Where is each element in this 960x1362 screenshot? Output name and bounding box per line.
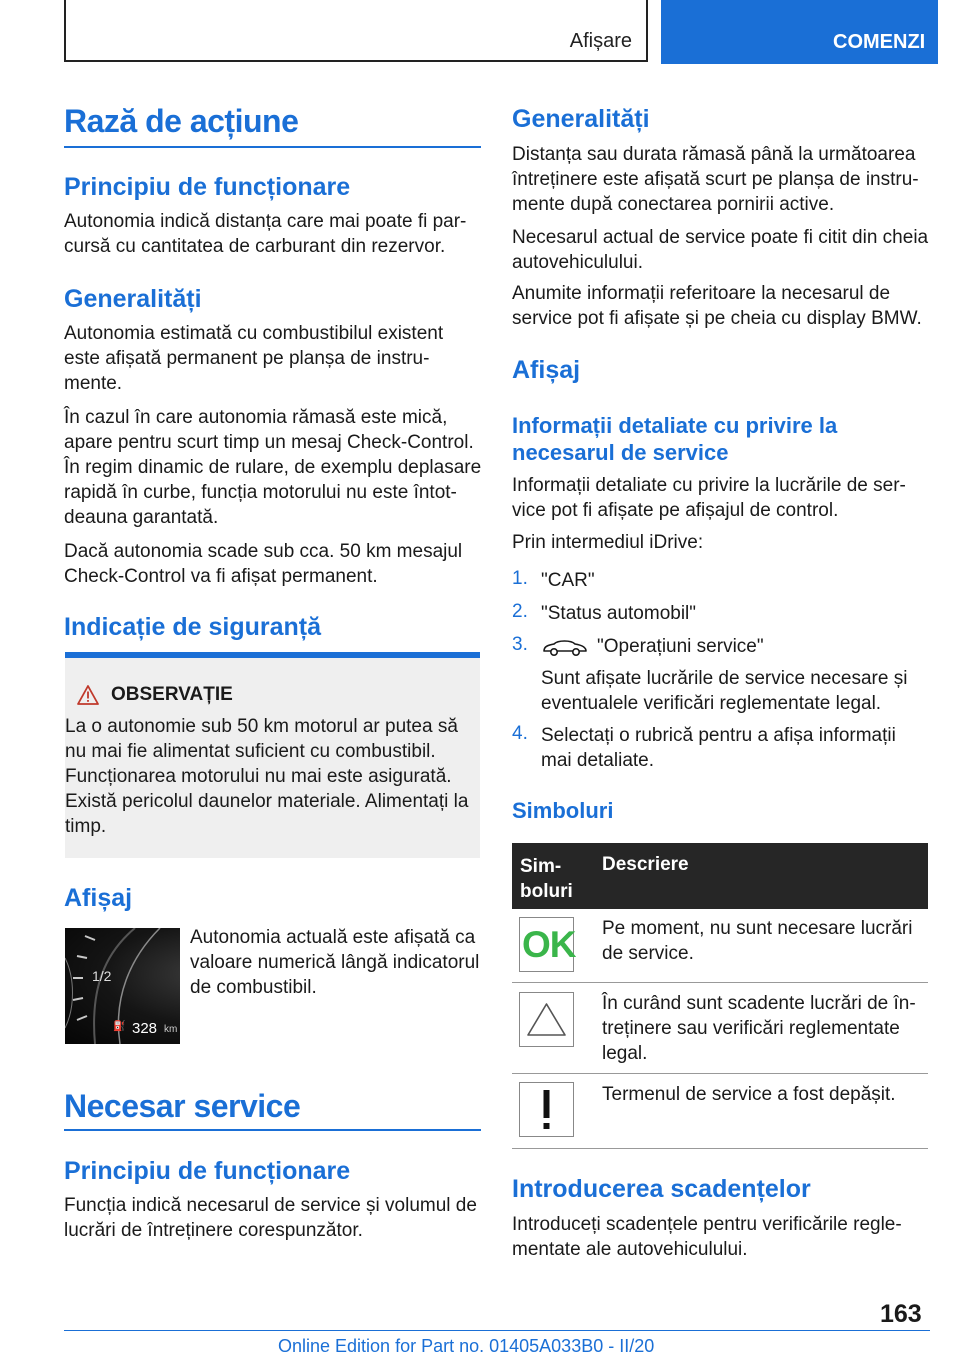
heading-service: Necesar service (64, 1088, 301, 1124)
paragraph-display-left: Autonomia actuală este afișată ca valoare numerică lângă indicatorul de combustibil. (190, 927, 480, 998)
header-section-label: Afișare (569, 30, 632, 52)
heading-service-rule (64, 1129, 481, 1131)
warning-triangle-icon (77, 685, 99, 705)
heading-general-right: Generalități (512, 105, 650, 133)
list-item-number: 2. (512, 601, 528, 622)
car-service-icon (541, 637, 589, 657)
paragraph-principle: Autonomia indică distanța care mai poate fi par‐ cursă cu cantitatea de carburant din rezervor. (64, 211, 467, 257)
ok-icon: OK (522, 924, 576, 965)
list-item-number: 1. (512, 568, 528, 589)
list-item-service-ops-desc: Sunt afișate lucrările de service necesare și eventualele verificări reglementate legal. (541, 668, 908, 714)
heading-rule (64, 146, 481, 148)
paragraph-general-2: În cazul în care autonomia rămasă este mică, apare pentru scurt timp un mesaj Check-Control. În regim dinamic de rulare, de exemplu deplasare rapidă în curbe, funcția motorului nu este întot‐ deauna garantată. (64, 407, 482, 528)
warning-text: La o autonomie sub 50 km motorul ar putea să nu mai fie alimentat suficient cu combustibil. Funcționarea motorului nu mai este asigurată. Există pericolul daunelor materiale. Alimentați la timp. (65, 716, 469, 837)
table-row-divider (512, 1148, 928, 1149)
symbols-table-header (512, 843, 928, 909)
heading-service-principle: Principiu de funcționare (64, 1157, 351, 1185)
table-row-divider (512, 1073, 928, 1074)
table-header-description: Descriere (602, 854, 689, 875)
ok-symbol-box (519, 917, 574, 972)
exclamation-icon (520, 1083, 573, 1136)
list-item-select-category: Selectați o rubrică pentru a afișa informații mai detaliate. (541, 725, 896, 771)
heading-enter-deadlines: Introducerea scadențelor (512, 1175, 811, 1203)
heading-display-left: Afișaj (64, 884, 133, 912)
heading-general: Generalități (64, 285, 202, 313)
heading-detailed-info: Informații detaliate cu privire la necesarul de service (512, 413, 838, 465)
fuel-pump-icon: ⛽ (113, 1021, 126, 1032)
list-item-car: "CAR" (541, 570, 595, 591)
table-row-due-desc: În curând sunt scadente lucrări de în‐ treținere sau verificări reglementate legal. (602, 993, 916, 1064)
table-row-divider (512, 982, 928, 983)
paragraph-detailed-info: Informații detaliate cu privire la lucrările de ser‐ vice pot fi afișate pe afișajul de control. (512, 475, 906, 521)
gauge-half-label: 1/2 (92, 968, 112, 984)
table-row-ok-desc: Pe moment, nu sunt necesare lucrări de service. (602, 918, 913, 964)
triangle-symbol-box (519, 992, 574, 1047)
list-item-number: 4. (512, 723, 528, 744)
heading-principle: Principiu de funcționare (64, 173, 351, 201)
heading-safety: Indicație de siguranță (64, 613, 322, 641)
paragraph-general-right-2: Necesarul actual de service poate fi citit din cheia autovehiculului. (512, 227, 929, 273)
exclamation-symbol-box (519, 1082, 574, 1137)
table-header-symbols: Sim‐ boluri (520, 856, 573, 902)
warning-triangle-outline-icon (520, 993, 573, 1046)
heading-range: Rază de acțiune (64, 103, 299, 139)
footer-edition: Online Edition for Part no. 01405A033B0 - II/20 (278, 1336, 655, 1356)
page-number: 163 (880, 1300, 922, 1328)
header-chapter-label: COMENZI (833, 31, 926, 53)
header-chapter-tab[interactable] (661, 0, 938, 64)
paragraph-service-principle: Funcția indică necesarul de service și volumul de lucrări de întreținere corespunzător. (64, 1195, 477, 1241)
heading-symbols: Simboluri (512, 798, 614, 823)
paragraph-general-1: Autonomia estimată cu combustibilul existent este afișată permanent pe planșa de instru‐ mente. (64, 323, 444, 394)
heading-display-right: Afișaj (512, 356, 581, 384)
table-row-overdue-desc: Termenul de service a fost depășit. (602, 1084, 896, 1105)
warning-title: OBSERVAȚIE (111, 684, 233, 705)
paragraph-enter-deadlines: Introduceți scadențele pentru verificările regle‐ mentate ale autovehiculului. (512, 1214, 902, 1260)
paragraph-general-right-3: Anumite informații referitoare la necesarul de service pot fi afișate și pe cheia cu display BMW. (512, 283, 922, 329)
header-section-box (64, 0, 648, 62)
fuel-gauge-image (65, 928, 180, 1044)
warning-box (65, 652, 480, 858)
gauge-range-value: 328 (132, 1020, 158, 1037)
paragraph-general-3: Dacă autonomia scade sub cca. 50 km mesajul Check-Control va fi afișat permanent. (64, 541, 463, 587)
list-item-number: 3. (512, 634, 528, 655)
gauge-range-unit: km (164, 1024, 178, 1035)
paragraph-idrive: Prin intermediul iDrive: (512, 532, 704, 553)
list-item-service-ops: "Operațiuni service" (597, 636, 764, 657)
footer-rule (64, 1330, 930, 1331)
list-item-vehicle-status: "Status automobil" (541, 603, 697, 624)
paragraph-general-right-1: Distanța sau durata rămasă până la următoarea întreținere este afișată scurt pe planșa de instru‐ mente după conectarea pornirii active. (512, 144, 919, 215)
